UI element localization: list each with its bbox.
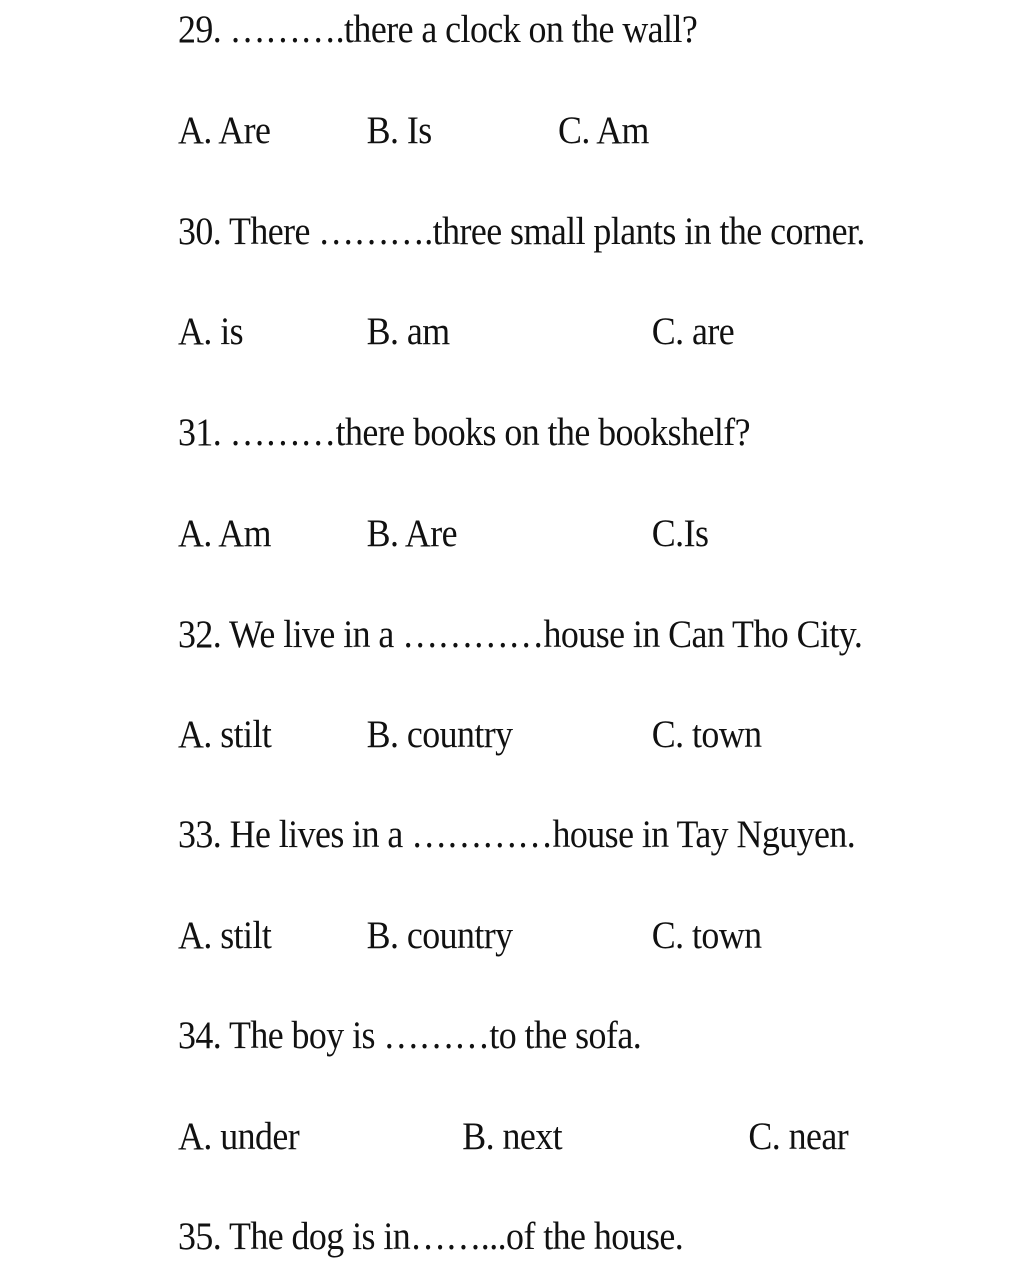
option-30-b[interactable]: B. am xyxy=(366,310,450,353)
option-31-a[interactable]: A. Am xyxy=(178,512,271,555)
option-31-b[interactable]: B. Are xyxy=(366,512,457,555)
option-33-b[interactable]: B. country xyxy=(366,914,513,957)
question-34: 34. The boy is ………to the sofa. xyxy=(178,1014,642,1057)
option-33-c[interactable]: C. town xyxy=(651,914,762,957)
question-29: 29. ……….there a clock on the wall? xyxy=(178,8,698,51)
question-31: 31. ………there books on the bookshelf? xyxy=(178,411,751,454)
option-34-a[interactable]: A. under xyxy=(178,1115,300,1158)
option-34-b[interactable]: B. next xyxy=(462,1115,563,1158)
question-35: 35. The dog is in……...of the house. xyxy=(178,1215,684,1258)
option-34-c[interactable]: C. near xyxy=(748,1115,849,1158)
option-30-c[interactable]: C. are xyxy=(651,310,735,353)
option-31-c[interactable]: C.Is xyxy=(651,512,709,555)
option-29-a[interactable]: A. Are xyxy=(178,109,271,152)
option-32-a[interactable]: A. stilt xyxy=(178,713,272,756)
option-30-a[interactable]: A. is xyxy=(178,310,244,353)
question-32: 32. We live in a …………house in Can Tho City. xyxy=(178,613,863,656)
option-32-b[interactable]: B. country xyxy=(366,713,513,756)
question-30: 30. There ……….three small plants in the corner. xyxy=(178,210,865,253)
option-29-c[interactable]: C. Am xyxy=(557,109,649,152)
question-33: 33. He lives in a …………house in Tay Nguyen. xyxy=(178,813,856,856)
option-32-c[interactable]: C. town xyxy=(651,713,762,756)
option-29-b[interactable]: B. Is xyxy=(366,109,432,152)
option-33-a[interactable]: A. stilt xyxy=(178,914,272,957)
